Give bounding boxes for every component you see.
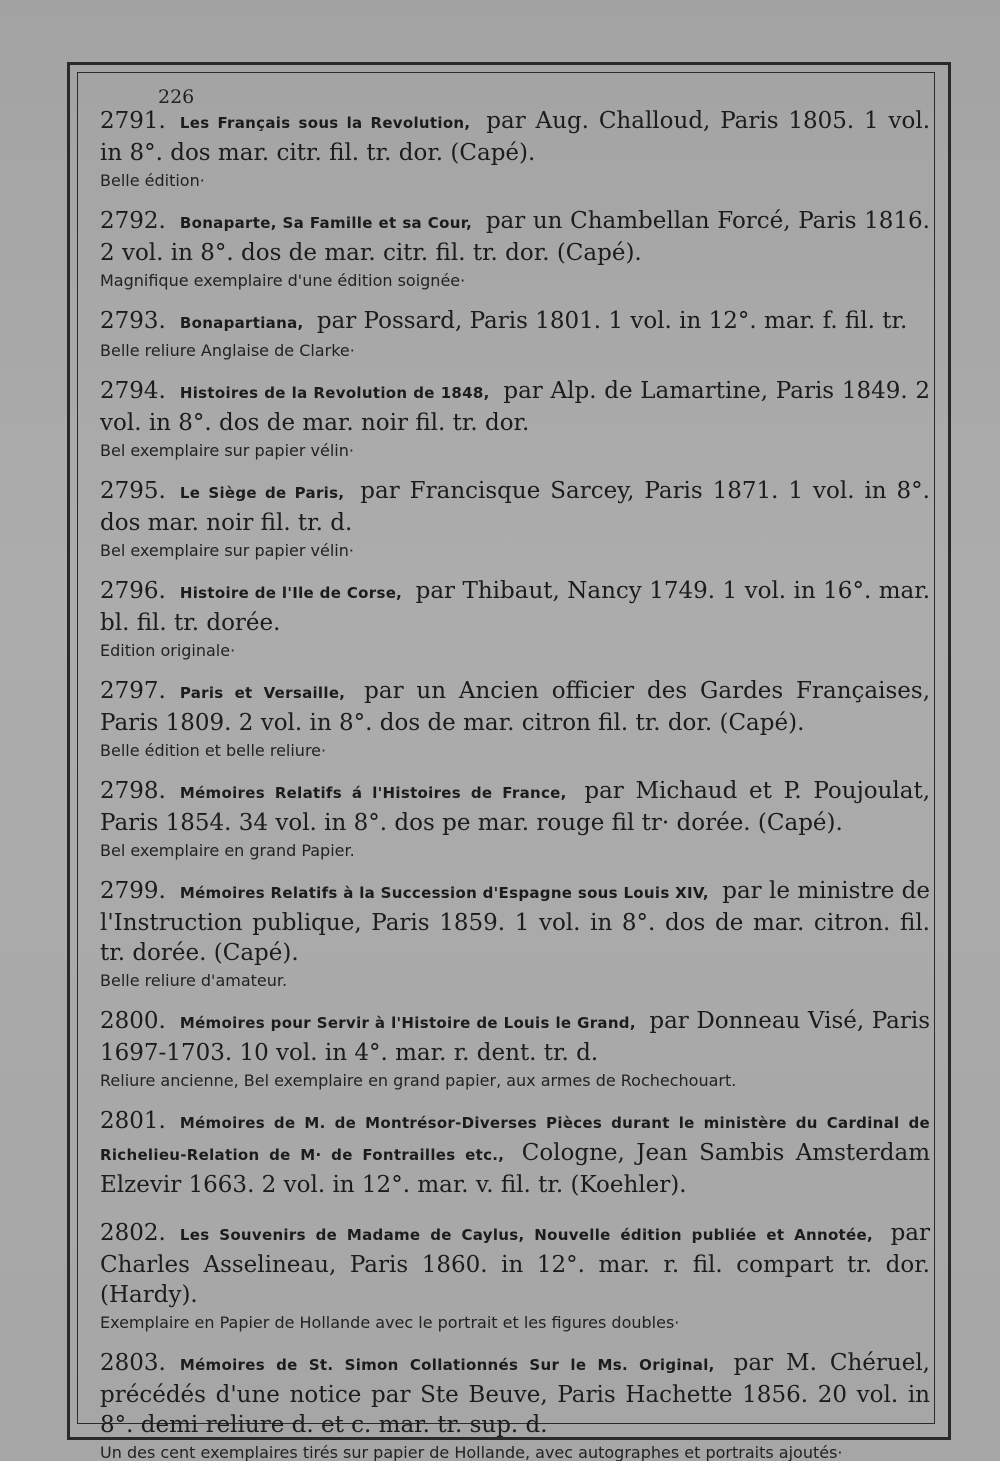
catalogue-entries — [100, 84, 930, 1461]
catalogue-entry — [100, 776, 930, 862]
entry-text — [100, 776, 930, 838]
entry-note: Reliure ancienne, Bel exemplaire en grand papier, aux armes de Rochechouart. — [100, 1071, 737, 1090]
entry-number: 2797. — [100, 678, 166, 704]
entry-number: 2791. — [100, 108, 166, 134]
entry-note: Un des cent exemplaires tirés sur papier de Hollande, avec autographes et portraits ajoutés· — [100, 1443, 843, 1461]
entry-text — [100, 376, 930, 438]
entry-text — [100, 1006, 930, 1068]
entry-note: Edition originale· — [100, 641, 236, 660]
catalogue-entry — [100, 476, 930, 562]
entry-number: 2802. — [100, 1220, 166, 1246]
entry-title: Bonapartiana, — [179, 314, 304, 332]
entry-title: Mémoires Relatifs à la Succession d'Espagne sous Louis XIV, — [179, 884, 709, 902]
entry-text — [100, 306, 930, 338]
entry-title: Mémoires de St. Simon Collationnés Sur le Ms. Original, — [179, 1356, 715, 1374]
entry-text — [100, 106, 930, 168]
entry-text — [100, 206, 930, 268]
entry-title: Les Souvenirs de Madame de Caylus, Nouvelle édition publiée et Annotée, — [179, 1226, 873, 1244]
entry-details: par un Chambellan Forcé, Paris 1816. 2 vol. in 8°. dos de mar. citr. fil. tr. dor. (Capé). — [100, 208, 930, 266]
entry-number: 2794. — [100, 378, 166, 404]
page-number: 226 — [158, 86, 195, 108]
entry-details: par Francisque Sarcey, Paris 1871. 1 vol. in 8°. dos mar. noir fil. tr. d. — [100, 478, 930, 536]
entry-title: Histoires de la Revolution de 1848, — [179, 384, 490, 402]
entry-text — [100, 1348, 930, 1440]
entry-note: Bel exemplaire en grand Papier. — [100, 841, 355, 860]
entry-text — [100, 876, 930, 968]
catalogue-entry — [100, 576, 930, 662]
entry-title: Histoire de l'Ile de Corse, — [179, 584, 403, 602]
entry-title: Le Siège de Paris, — [179, 484, 345, 502]
catalogue-entry — [100, 106, 930, 192]
entry-text — [100, 1218, 930, 1310]
entry-details: par Alp. de Lamartine, Paris 1849. 2 vol. in 8°. dos de mar. noir fil. tr. dor. — [100, 378, 931, 436]
catalogue-entry — [100, 1006, 930, 1092]
entry-details: par Charles Asselineau, Paris 1860. in 12°. mar. r. fil. compart tr. dor. (Hardy). — [100, 1220, 931, 1308]
catalogue-entry — [100, 1348, 930, 1461]
entry-title: Les Français sous la Revolution, — [179, 114, 471, 132]
entry-note: Belle reliure d'amateur. — [100, 971, 288, 990]
entry-details: par Aug. Challoud, Paris 1805. 1 vol. in 8°. dos mar. citr. fil. tr. dor. (Capé). — [100, 108, 931, 166]
entry-text — [100, 476, 930, 538]
entry-number: 2795. — [100, 478, 166, 504]
catalogue-entry — [100, 376, 930, 462]
entry-title: Paris et Versaille, — [179, 684, 346, 702]
entry-details: par un Ancien officier des Gardes Françaises, Paris 1809. 2 vol. in 8°. dos de mar. citron fil. tr. dor. (Capé). — [100, 678, 931, 736]
entry-note: Bel exemplaire sur papier vélin· — [100, 441, 354, 460]
entry-note: Magnifique exemplaire d'une édition soignée· — [100, 271, 466, 290]
entry-details: par Possard, Paris 1801. 1 vol. in 12°. mar. f. fil. tr. — [316, 308, 908, 334]
entry-number: 2798. — [100, 778, 166, 804]
entry-note: Belle édition et belle reliure· — [100, 741, 327, 760]
entry-text — [100, 576, 930, 638]
catalogue-entry — [100, 206, 930, 292]
entry-title: Mémoires Relatifs á l'Histoires de France, — [179, 784, 567, 802]
entry-number: 2796. — [100, 578, 166, 604]
catalogue-entry — [100, 1106, 930, 1200]
entry-title: Mémoires de M. de Montrésor-Diverses Pièces durant le ministère du Cardinal de Richelieu-Relation de M· de Fontrailles etc., — [100, 1114, 930, 1164]
catalogue-entry — [100, 306, 930, 362]
entry-details: par Thibaut, Nancy 1749. 1 vol. in 16°. mar. bl. fil. tr. dorée. — [100, 578, 931, 636]
entry-note: Exemplaire en Papier de Hollande avec le portrait et les figures doubles· — [100, 1313, 680, 1332]
entry-number: 2799. — [100, 878, 166, 904]
catalogue-entry — [100, 1218, 930, 1334]
entry-note: Bel exemplaire sur papier vélin· — [100, 541, 354, 560]
entry-note: Belle reliure Anglaise de Clarke· — [100, 341, 355, 360]
entry-text — [100, 1106, 930, 1200]
entry-details: par M. Chéruel, précédés d'une notice par Ste Beuve, Paris Hachette 1856. 20 vol. in 8°. demi reliure d. et c. mar. tr. sup. d. — [100, 1350, 930, 1438]
entry-note: Belle édition· — [100, 171, 205, 190]
entry-number: 2801. — [100, 1108, 166, 1134]
entry-number: 2803. — [100, 1350, 166, 1376]
entry-number: 2792. — [100, 208, 166, 234]
entry-details: par le ministre de l'Instruction publique, Paris 1859. 1 vol. in 8°. dos de mar. citron. fil. tr. dorée. (Capé). — [100, 878, 931, 966]
entry-number: 2800. — [100, 1008, 166, 1034]
catalogue-entry — [100, 876, 930, 992]
entry-details: par Michaud et P. Poujoulat, Paris 1854. 34 vol. in 8°. dos pe mar. rouge fil tr· dorée. (Capé). — [100, 778, 930, 836]
entry-title: Mémoires pour Servir à l'Histoire de Louis le Grand, — [179, 1014, 636, 1032]
entry-title: Bonaparte, Sa Famille et sa Cour, — [179, 214, 473, 232]
entry-details: par Donneau Visé, Paris 1697-1703. 10 vol. in 4°. mar. r. dent. tr. d. — [100, 1008, 931, 1066]
catalogue-entry — [100, 676, 930, 762]
entry-text — [100, 676, 930, 738]
entry-number: 2793. — [100, 308, 166, 334]
entry-details: Cologne, Jean Sambis Amsterdam Elzevir 1663. 2 vol. in 12°. mar. v. fil. tr. (Koehler). — [100, 1140, 931, 1198]
